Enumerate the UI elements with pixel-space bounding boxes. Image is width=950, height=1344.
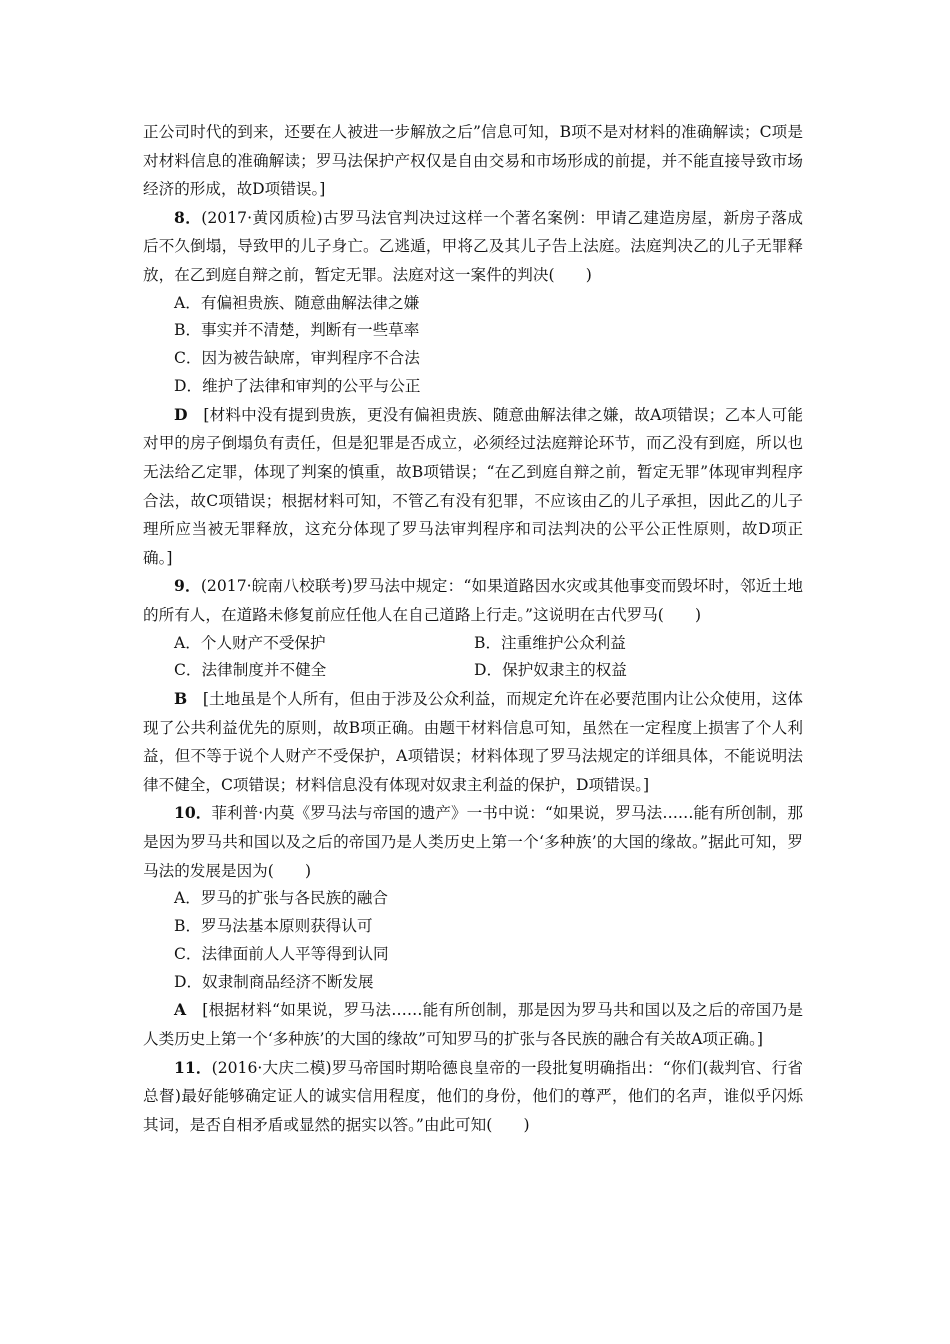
question-9-option-d: D．保护奴隶主的权益 xyxy=(474,661,627,680)
question-8-number: 8． xyxy=(174,207,202,227)
question-9-options-row-2 xyxy=(143,657,803,685)
question-8-explanation xyxy=(143,401,803,573)
question-9-number: 9． xyxy=(174,576,201,596)
question-10-option-d: D．奴隶制商品经济不断发展 xyxy=(174,972,374,991)
question-9-option-a: A．个人财产不受保护 xyxy=(174,633,326,652)
question-11-number: 11． xyxy=(174,1057,212,1077)
question-8-stem xyxy=(143,204,803,290)
question-8-answer: D xyxy=(174,404,188,424)
question-8-option-b: B．事实并不清楚，判断有一些草率 xyxy=(174,321,420,340)
question-9-explanation-text: [土地虽是个人所有，但由于涉及公众利益，而规定允许在必要范围内让公众使用，这体现了公共利益优先的原则，故B项正确。由题干材料信息可知，虽然在一定程度上损害了个人利益，但不等于说个人财产不受保护，A项错误；材料体现了罗马法规定的详细具体，不能说明法律不健全，C项错误；材料信息没有体现对奴隶主利益的保护，D项错误。] xyxy=(143,690,803,794)
question-11-text: (2016·大庆二模)罗马帝国时期哈德良皇帝的一段批复明确指出：“你们(裁判官、行省总督)最好能够确定证人的诚实信用程度，他们的身份，他们的尊严，他们的名声，谁似乎闪烁其词，是否自相矛盾或显然的据实以答。”由此可知( ) xyxy=(143,1058,803,1134)
question-11 xyxy=(143,1054,803,1140)
document-page xyxy=(143,118,803,1139)
question-9-text: (2017·皖南八校联考)罗马法中规定：“如果道路因水灾或其他事变而毁坏时，邻近土地的所有人，在道路未修复前应任他人在自己道路上行走。”这说明在古代罗马( ) xyxy=(143,577,803,624)
question-9-option-b: B．注重维护公众利益 xyxy=(474,633,626,652)
question-10-number: 10． xyxy=(174,803,212,823)
question-10-option-b: B．罗马法基本原则获得认可 xyxy=(174,917,373,936)
question-8-option-a: A．有偏袒贵族、随意曲解法律之嫌 xyxy=(174,293,420,312)
question-10-stem xyxy=(143,799,803,885)
question-8-option-c: C．因为被告缺席，审判程序不合法 xyxy=(174,349,420,368)
question-10-explanation xyxy=(143,996,803,1053)
question-10-option-c: C．法律面前人人平等得到认同 xyxy=(174,944,389,963)
previous-explanation-tail: 正公司时代的到来，还要在人被进一步解放之后”信息可知，B项不是对材料的准确解读；C项是对材料信息的准确解读；罗马法保护产权仅是自由交易和市场形成的前提，并不能直接导致市场经济的形成，故D项错误。] xyxy=(143,123,803,199)
question-9-explanation xyxy=(143,685,803,799)
question-10-answer: A xyxy=(174,1000,187,1020)
question-9-options-row-1 xyxy=(143,630,803,658)
question-10-option-a: A．罗马的扩张与各民族的融合 xyxy=(174,889,388,908)
question-10-explanation-text: [根据材料“如果说，罗马法……能有所创制，那是因为罗马共和国以及之后的帝国乃是人类历史上第一个‘多种族’的大国的缘故”可知罗马的扩张与各民族的融合有关故A项正确。] xyxy=(143,1001,803,1049)
question-8-text: (2017·黄冈质检)古罗马法官判决过这样一个著名案例：甲请乙建造房屋，新房子落成后不久倒塌，导致甲的儿子身亡。乙逃遁，甲将乙及其儿子告上法庭。法庭判决乙的儿子无罪释放，在乙到庭自辩之前，暂定无罪。法庭对这一案件的判决( ) xyxy=(143,208,804,284)
question-9-answer: B xyxy=(174,689,188,709)
question-11-stem xyxy=(143,1054,803,1140)
question-9-stem xyxy=(143,572,803,629)
question-10-text: 菲利普·内莫《罗马法与帝国的遗产》一书中说：“如果说，罗马法……能有所创制，那是因为罗马共和国以及之后的帝国乃是人类历史上第一个‘多种族’的大国的缘故。”据此可知，罗马法的发展是因为( ) xyxy=(143,804,803,880)
question-8-option-d: D．维护了法律和审判的公平与公正 xyxy=(174,376,421,395)
question-8 xyxy=(143,204,803,573)
question-8-explanation-text: [材料中没有提到贵族，更没有偏袒贵族、随意曲解法律之嫌，故A项错误；乙本人可能对甲的房子倒塌负有责任，但是犯罪是否成立，必须经过法庭辩论环节，而乙没有到庭，所以也无法给乙定罪，体现了判案的慎重，故B项错误；“在乙到庭自辩之前，暂定无罪”体现审判程序合法，故C项错误；根据材料可知，不管乙有没有犯罪，不应该由乙的儿子承担，因此乙的儿子理所应当被无罪释放，这充分体现了罗马法审判程序和司法判决的公平公正性原则，故D项正确。] xyxy=(143,405,803,567)
question-9-option-c: C．法律制度并不健全 xyxy=(174,661,327,680)
question-9 xyxy=(143,572,803,799)
question-10 xyxy=(143,799,803,1053)
